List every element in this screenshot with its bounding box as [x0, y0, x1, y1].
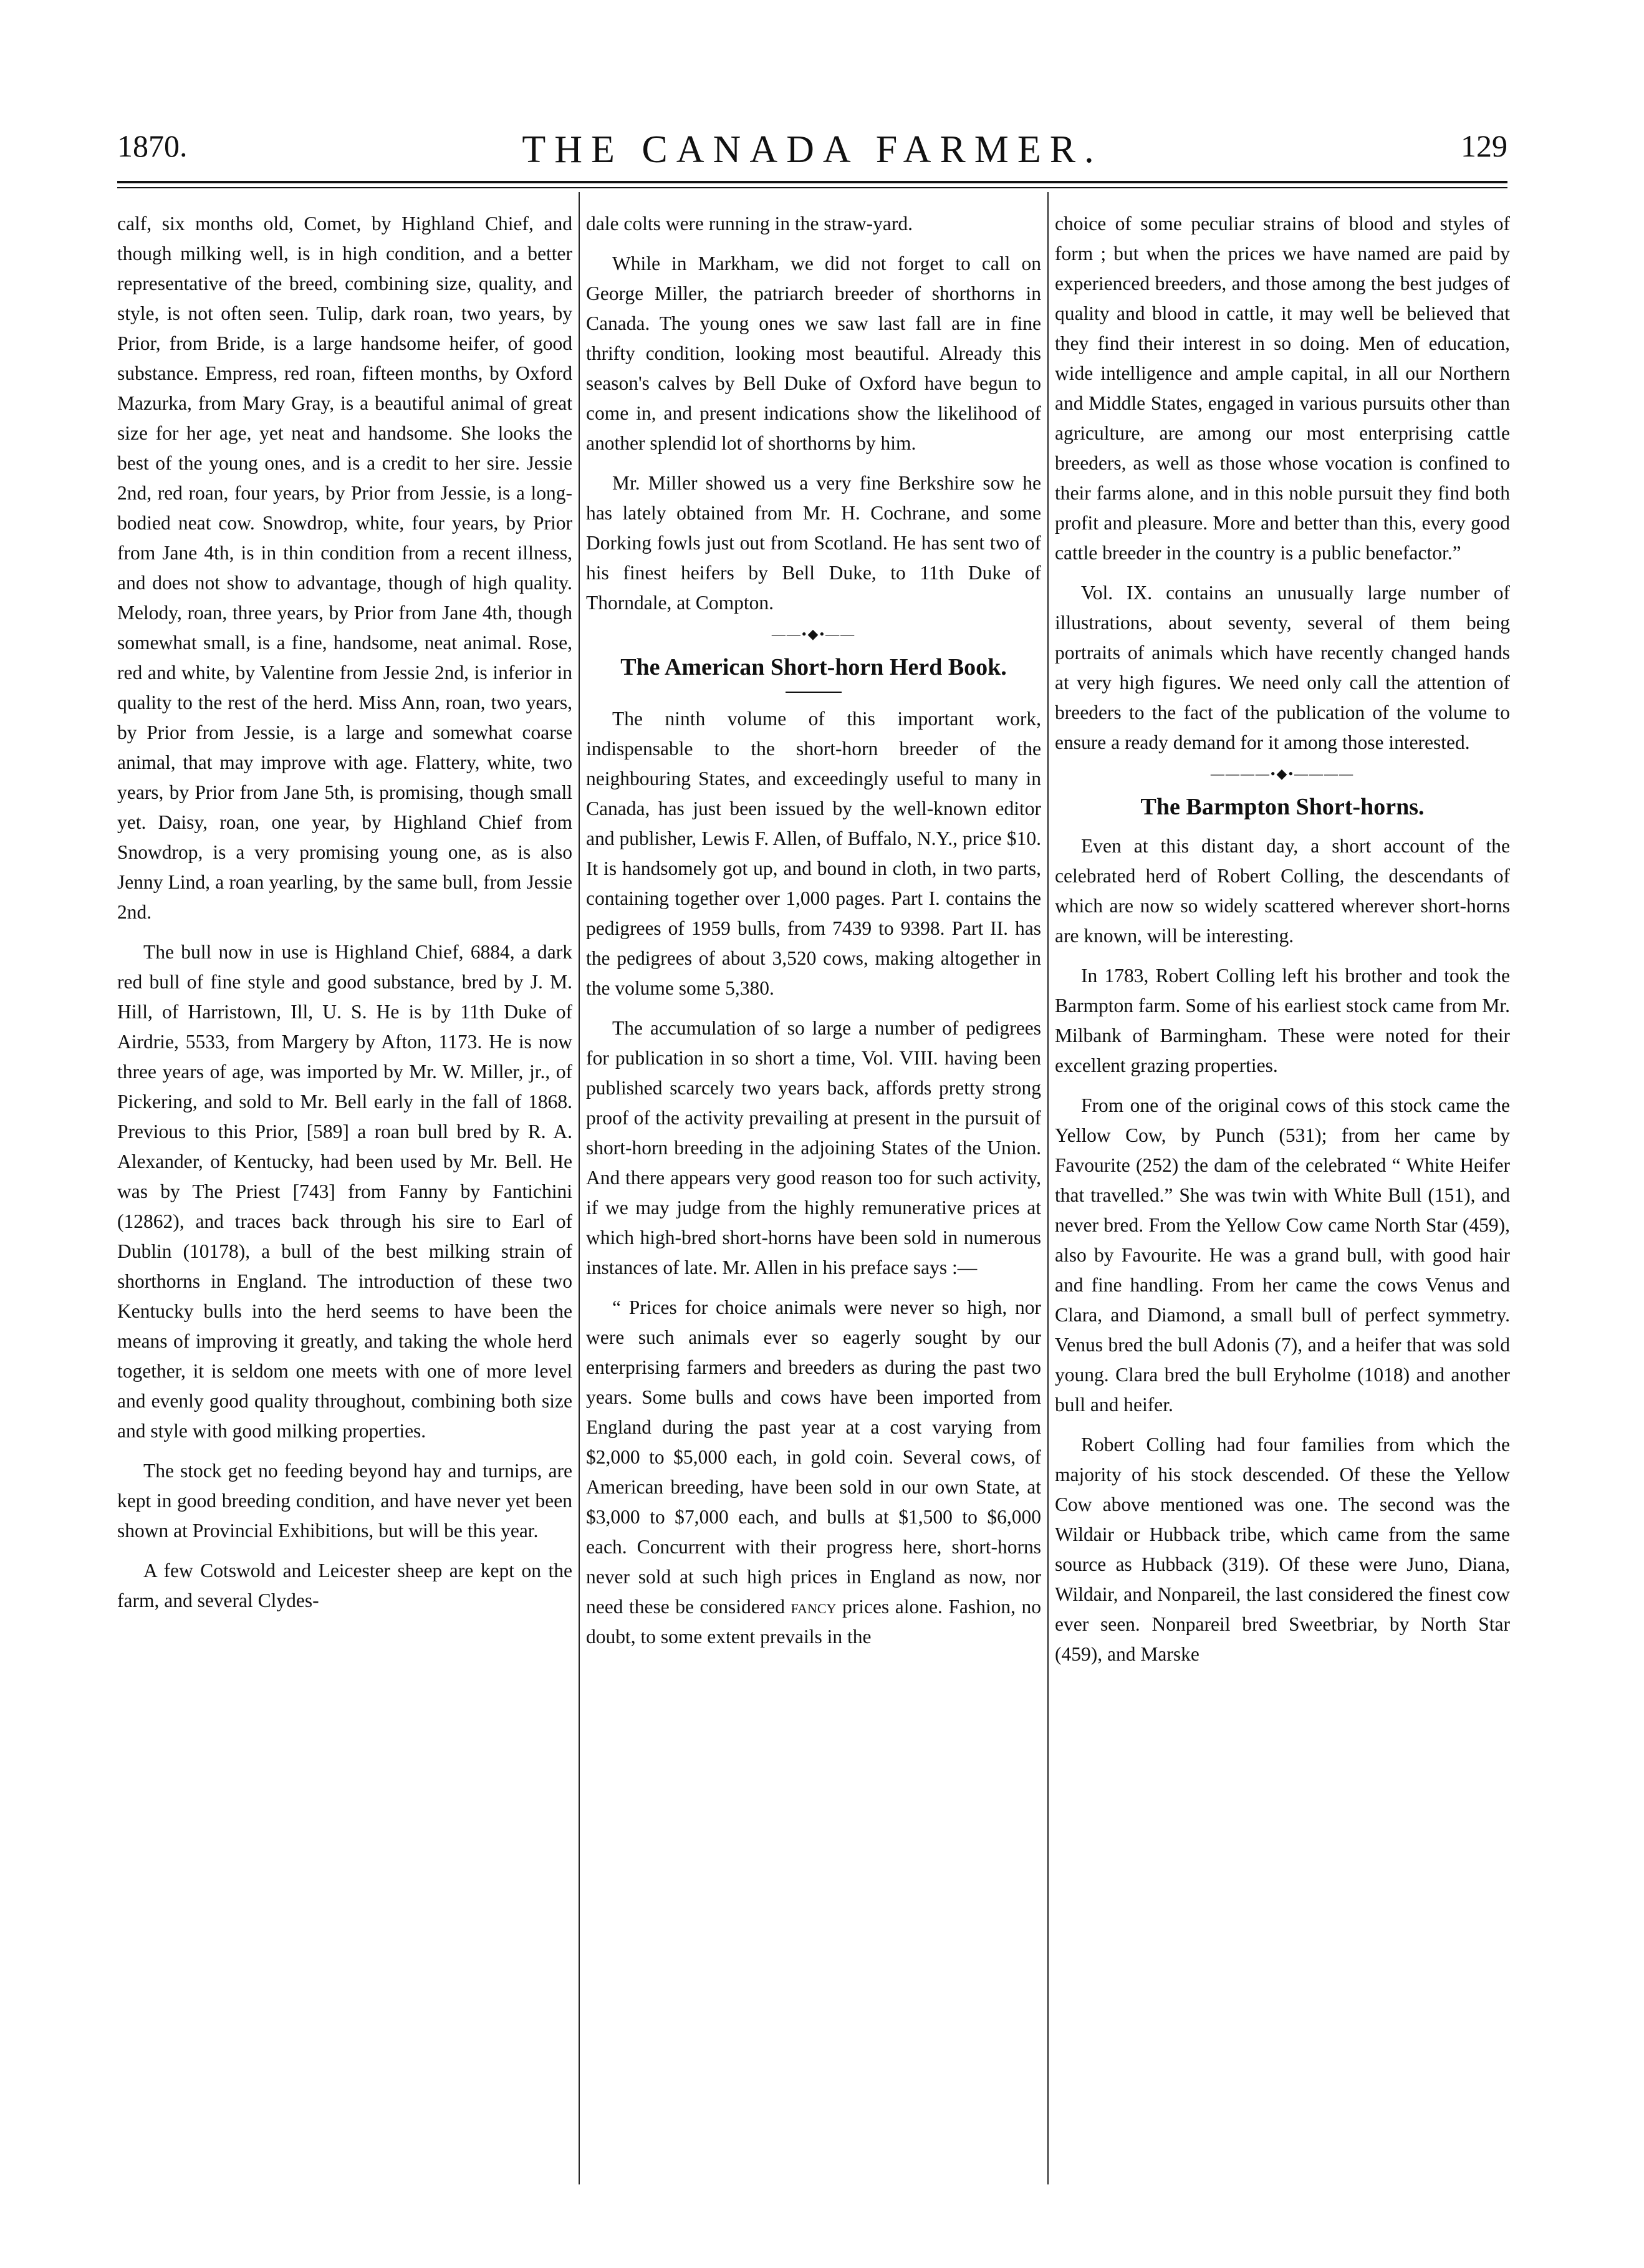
- column-1: [117, 209, 572, 2186]
- quoted-paragraph: [586, 1293, 1041, 1652]
- quote-text: “ Prices for choice animals were never so high, nor were such animals ever so eagerly sought by our enterprising farmers and breeders as during the past two years. Some bulls and cows have been imported from England during the past year at a cost varying from $2,000 to $5,000 each, in gold coin. Several cows, of American breeding, have been sold in our own State, at $3,000 to $7,000 each, and bulls at $1,500 to $6,000 each. Concurrent with their progress here, short-horns never sold at such high prices in England as now, nor need these be considered: [586, 1296, 1041, 1618]
- article-paragraph: Even at this distant day, a short account of the celebrated herd of Robert Colling, the descendants of which are now so widely scattered wherever short-horns are known, will be interesting.: [1055, 835, 1510, 947]
- article-paragraph: calf, six months old, Comet, by Highland Chief, and though milking well, is in high condition, and a better representative of the breed, combining size, quality, and style, is not often seen. Tulip, dark roan, two years, by Prior, from Bride, is a large handsome heifer, of good substance. Empress, red roan, fifteen months, by Oxford Mazurka, from Mary Gray, is a beautiful animal of great size for her age, yet neat and handsome. She looks the best of the young ones, and is a credit to her sire. Jessie 2nd, red roan, four years, by Prior from Jessie, is a long-bodied neat cow. Snowdrop, white, four years, by Prior from Jane 4th, is in thin condition from a recent illness, and does not show to advantage, though of high quality. Melody, roan, three years, by Prior from Jane 4th, though somewhat small, is a fine, handsome, neat animal. Rose, red and white, by Valentine from Jessie 2nd, is inferior in quality to the rest of the herd. Miss Ann, roan, two years, by Prior from Jessie, is a large and somewhat coarse animal, that may improve with age. Flattery, white, two years, by Prior from Jane 5th, is promising, though small yet. Daisy, roan, one year, by Highland Chief from Snowdrop, is a very promising young one, as is also Jenny Lind, a roan yearling, by the same bull, from Jessie 2nd.: [117, 213, 572, 923]
- article-paragraph: From one of the original cows of this stock came the Yellow Cow, by Punch (531); from her came by Favourite (252) the dam of the celebrated “ White Heifer that travelled.” She was twin with White Bull (151), and never bred. From the Yellow Cow came North Star (459), also by Favourite. He was a grand bull, with good hair and fine handling. From her came the cows Venus and Clara, and Diamond, a small bull of perfect symmetry. Venus bred the bull Adonis (7), and a heifer that was sold young. Clara bred the bull Eryholme (1018) and another bull and heifer.: [1055, 1094, 1510, 1416]
- page-header: [117, 128, 1507, 178]
- article-paragraph: In 1783, Robert Colling left his brother and took the Barmpton farm. Some of his earliest stock came from Mr. Milbank of Barmingham. These were noted for their excellent grazing properties.: [1055, 965, 1510, 1076]
- header-rule-thin: [117, 187, 1507, 188]
- article-paragraph: Vol. IX. contains an unusually large number of illustrations, about seventy, several of them being portraits of animals which have recently changed hands at very high figures. We need only call the attention of breeders to the fact of the publication of the volume to ensure a ready demand for it among those interested.: [1055, 582, 1510, 753]
- heading-rule: [786, 692, 842, 693]
- article-paragraph: The bull now in use is Highland Chief, 6884, a dark red bull of fine style and good substance, bred by J. M. Hill, of Harristown, Ill, U. S. He is by 11th Duke of Airdrie, 5533, from Margery by Afton, 1173. He is now three years of age, was imported by Mr. W. Miller, jr., of Pickering, and sold to Mr. Bell early in the fall of 1868. Previous to this Prior, [589] a roan bull bred by R. A. Alexander, of Kentucky, had been used by Mr. Bell. He was by The Priest [743] from Fanny by Fantichini (12862), and traces back through his sire to Earl of Dublin (10178), a bull of the best milking strain of shorthorns in England. The introduction of these two Kentucky bulls into the herd seems to have been the means of improving it greatly, and taking the whole herd together, it is seldom one meets with one of more level and evenly good quality throughout, combining both size and style with good milking properties.: [117, 941, 572, 1442]
- header-rule-thick: [117, 181, 1507, 183]
- header-year: 1870.: [117, 128, 188, 163]
- article-paragraph: Robert Colling had four families from which the majority of his stock descended. Of these the Yellow Cow above mentioned was one. The second was the Wildair or Hubback tribe, which came from the same source as Hubback (319). Of these were Juno, Diana, Wildair, and Nonpareil, the last considered the finest cow ever seen. Nonpareil bred Sweetbriar, by North Star (459), and Marske: [1055, 1434, 1510, 1665]
- article-paragraph: The stock get no feeding beyond hay and turnips, are kept in good breeding condition, and have never yet been shown at Provincial Exhibitions, but will be this year.: [117, 1460, 572, 1542]
- article-paragraph: choice of some peculiar strains of blood and styles of form ; but when the prices we have named are paid by experienced breeders, and those among the best judges of quality and blood in cattle, it may well be believed that they find their interest in so doing. Men of education, wide intelligence and ample capital, in all our Northern and Middle States, engaged in various pursuits other than agriculture, are among our most enterprising cattle breeders, as well as those whose vocation is confined to their farms alone, and in this noble pursuit they find both profit and pleasure. More and better than this, every good cattle breeder in the country is a public benefactor.”: [1055, 213, 1510, 564]
- article-paragraph: The accumulation of so large a number of pedigrees for publication in so short a time, Vol. VIII. having been published scarcely two years back, affords pretty strong proof of the activity prevailing at present in the pursuit of short-horn breeding in the adjoining States of the Union. And there appears very good reason too for such activity, if we may judge from the highly remunerative prices at which high-bred short-horns have been sold in numerous instances of late. Mr. Allen in his preface says :—: [586, 1017, 1041, 1278]
- article-paragraph: Mr. Miller showed us a very fine Berkshire sow he has lately obtained from Mr. H. Cochrane, and some Dorking fowls just out from Scotland. He has sent two of his finest heifers by Bell Duke, to 11th Duke of Thorndale, at Compton.: [586, 472, 1041, 614]
- article-paragraph: dale colts were running in the straw-yard.: [586, 213, 913, 234]
- article-paragraph: The ninth volume of this important work, indispensable to the short-horn breeder of the neighbouring States, and exceedingly useful to many in Canada, has just been issued by the well-known editor and publisher, Lewis F. Allen, of Buffalo, N.Y., price $10. It is handsomely got up, and bound in cloth, in two parts, containing together over 1,000 pages. Part I. contains the pedigrees of 1959 bulls, from 7439 to 9398. Part II. has the pedigrees of about 3,520 cows, making altogether in the volume some 5,380.: [586, 708, 1041, 999]
- page-number: 129: [1461, 128, 1507, 163]
- section-ornament: ——•◆•——: [771, 626, 856, 642]
- section-ornament: ————•◆•————: [1210, 766, 1355, 781]
- column-2: [586, 209, 1041, 2186]
- quote-text: prices alone. Fashion, no doubt, to some extent prevails in the: [586, 1596, 1041, 1648]
- article-heading: The American Short-horn Herd Book.: [620, 654, 1007, 680]
- column-divider: [1047, 192, 1049, 2184]
- article-heading: The Barmpton Short-horns.: [1140, 794, 1425, 820]
- article-paragraph: While in Markham, we did not forget to call on George Miller, the patriarch breeder of shorthorns in Canada. The young ones we saw last fall are in fine thrifty condition, looking most beautiful. Already this season's calves by Bell Duke of Oxford have begun to come in, and present indications show the likelihood of another splendid lot of shorthorns by him.: [586, 253, 1041, 454]
- column-3: [1055, 209, 1510, 2186]
- masthead-title: THE CANADA FARMER.: [522, 128, 1103, 171]
- article-paragraph: A few Cotswold and Leicester sheep are kept on the farm, and several Clydes-: [117, 1560, 572, 1611]
- fancy-word: fancy: [791, 1596, 837, 1618]
- column-divider: [579, 192, 580, 2184]
